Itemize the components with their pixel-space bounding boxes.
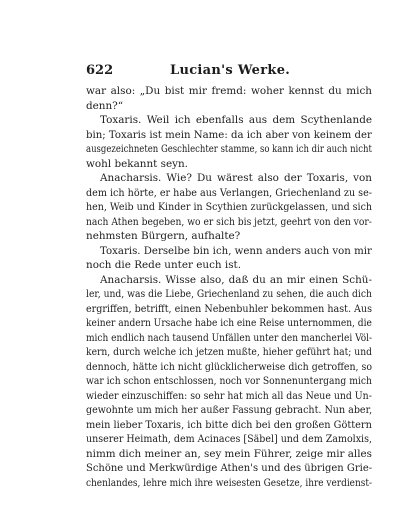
text-line: nehmsten Bürgern, aufhalte?	[86, 230, 241, 242]
body-text	[86, 84, 372, 490]
text-line: mein lieber Toxaris, ich bitte dich bei den großen Göttern	[86, 418, 372, 431]
text-line: nach Athen begeben, wo er sich bis jetzt, geehrt von den vor-	[86, 215, 372, 228]
text-line: ler, und, was die Liebe, Griechenland zu sehen, die auch dich	[86, 288, 372, 300]
page-number: 622	[86, 63, 114, 78]
text-line: ergriffen, betrifft, einen Nebenbuhler bekommen hast. Aus	[86, 302, 372, 315]
text-line: mich endlich nach tausend Unfällen unter den mancherlei Völ-	[86, 331, 372, 344]
text-line: nimm dich meiner an, sey mein Führer, zeige mir alles	[86, 447, 372, 460]
text-line: Toxaris. Derselbe bin ich, wenn anders auch von mir	[100, 244, 372, 257]
text-line: hen, Weib und Kinder in Scythien zurückgelassen, und sich	[86, 201, 372, 213]
text-line: unserer Heimath, dem Acinaces [Säbel] und dem Zamolxis,	[86, 433, 372, 445]
text-line: ausgezeichneten Geschlechter stamme, so kann ich dir auch nicht	[86, 143, 372, 155]
text-line: kern, durch welche ich jetzen mußte, hieher geführt hat; und	[86, 346, 372, 358]
text-line: war ich schon entschlossen, noch vor Sonnenuntergang mich	[86, 375, 372, 387]
text-line: dem ich hörte, er habe aus Verlangen, Griechenland zu se-	[86, 186, 372, 199]
text-line: keiner andern Ursache habe ich eine Reise unternommen, die	[86, 317, 372, 329]
text-line: noch die Rede unter euch ist.	[86, 259, 242, 271]
text-line: dennoch, hätte ich nicht glücklicherweise dich getroffen, so	[86, 360, 372, 373]
text-line: Anacharsis. Wisse also, daß du an mir einen Schü-	[100, 273, 372, 286]
text-line: war also: „Du bist mir fremd: woher kennst du mich	[86, 85, 372, 97]
running-head: Lucian's Werke.	[170, 63, 291, 78]
text-line: chenlandes, lehre mich ihre weisesten Gesetze, ihre verdienst-	[86, 476, 372, 489]
text-line: Anacharsis. Wie? Du wärest also der Toxaris, von	[100, 172, 372, 184]
text-line: denn?“	[86, 99, 124, 112]
text-line: wohl bekannt seyn.	[86, 157, 188, 170]
text-line: wieder einzuschiffen: so sehr hat mich all das Neue und Un-	[86, 389, 372, 402]
text-line: bin; Toxaris ist mein Name: da ich aber von keinem der	[86, 128, 372, 141]
page-header	[86, 63, 371, 79]
text-line: gewohnte um mich her außer Fassung gebracht. Nun aber,	[86, 404, 372, 416]
text-line: Schöne und Merkwürdige Athen's und des übrigen Grie-	[86, 462, 372, 474]
text-line: Toxaris. Weil ich ebenfalls aus dem Scythenlande	[100, 114, 372, 126]
